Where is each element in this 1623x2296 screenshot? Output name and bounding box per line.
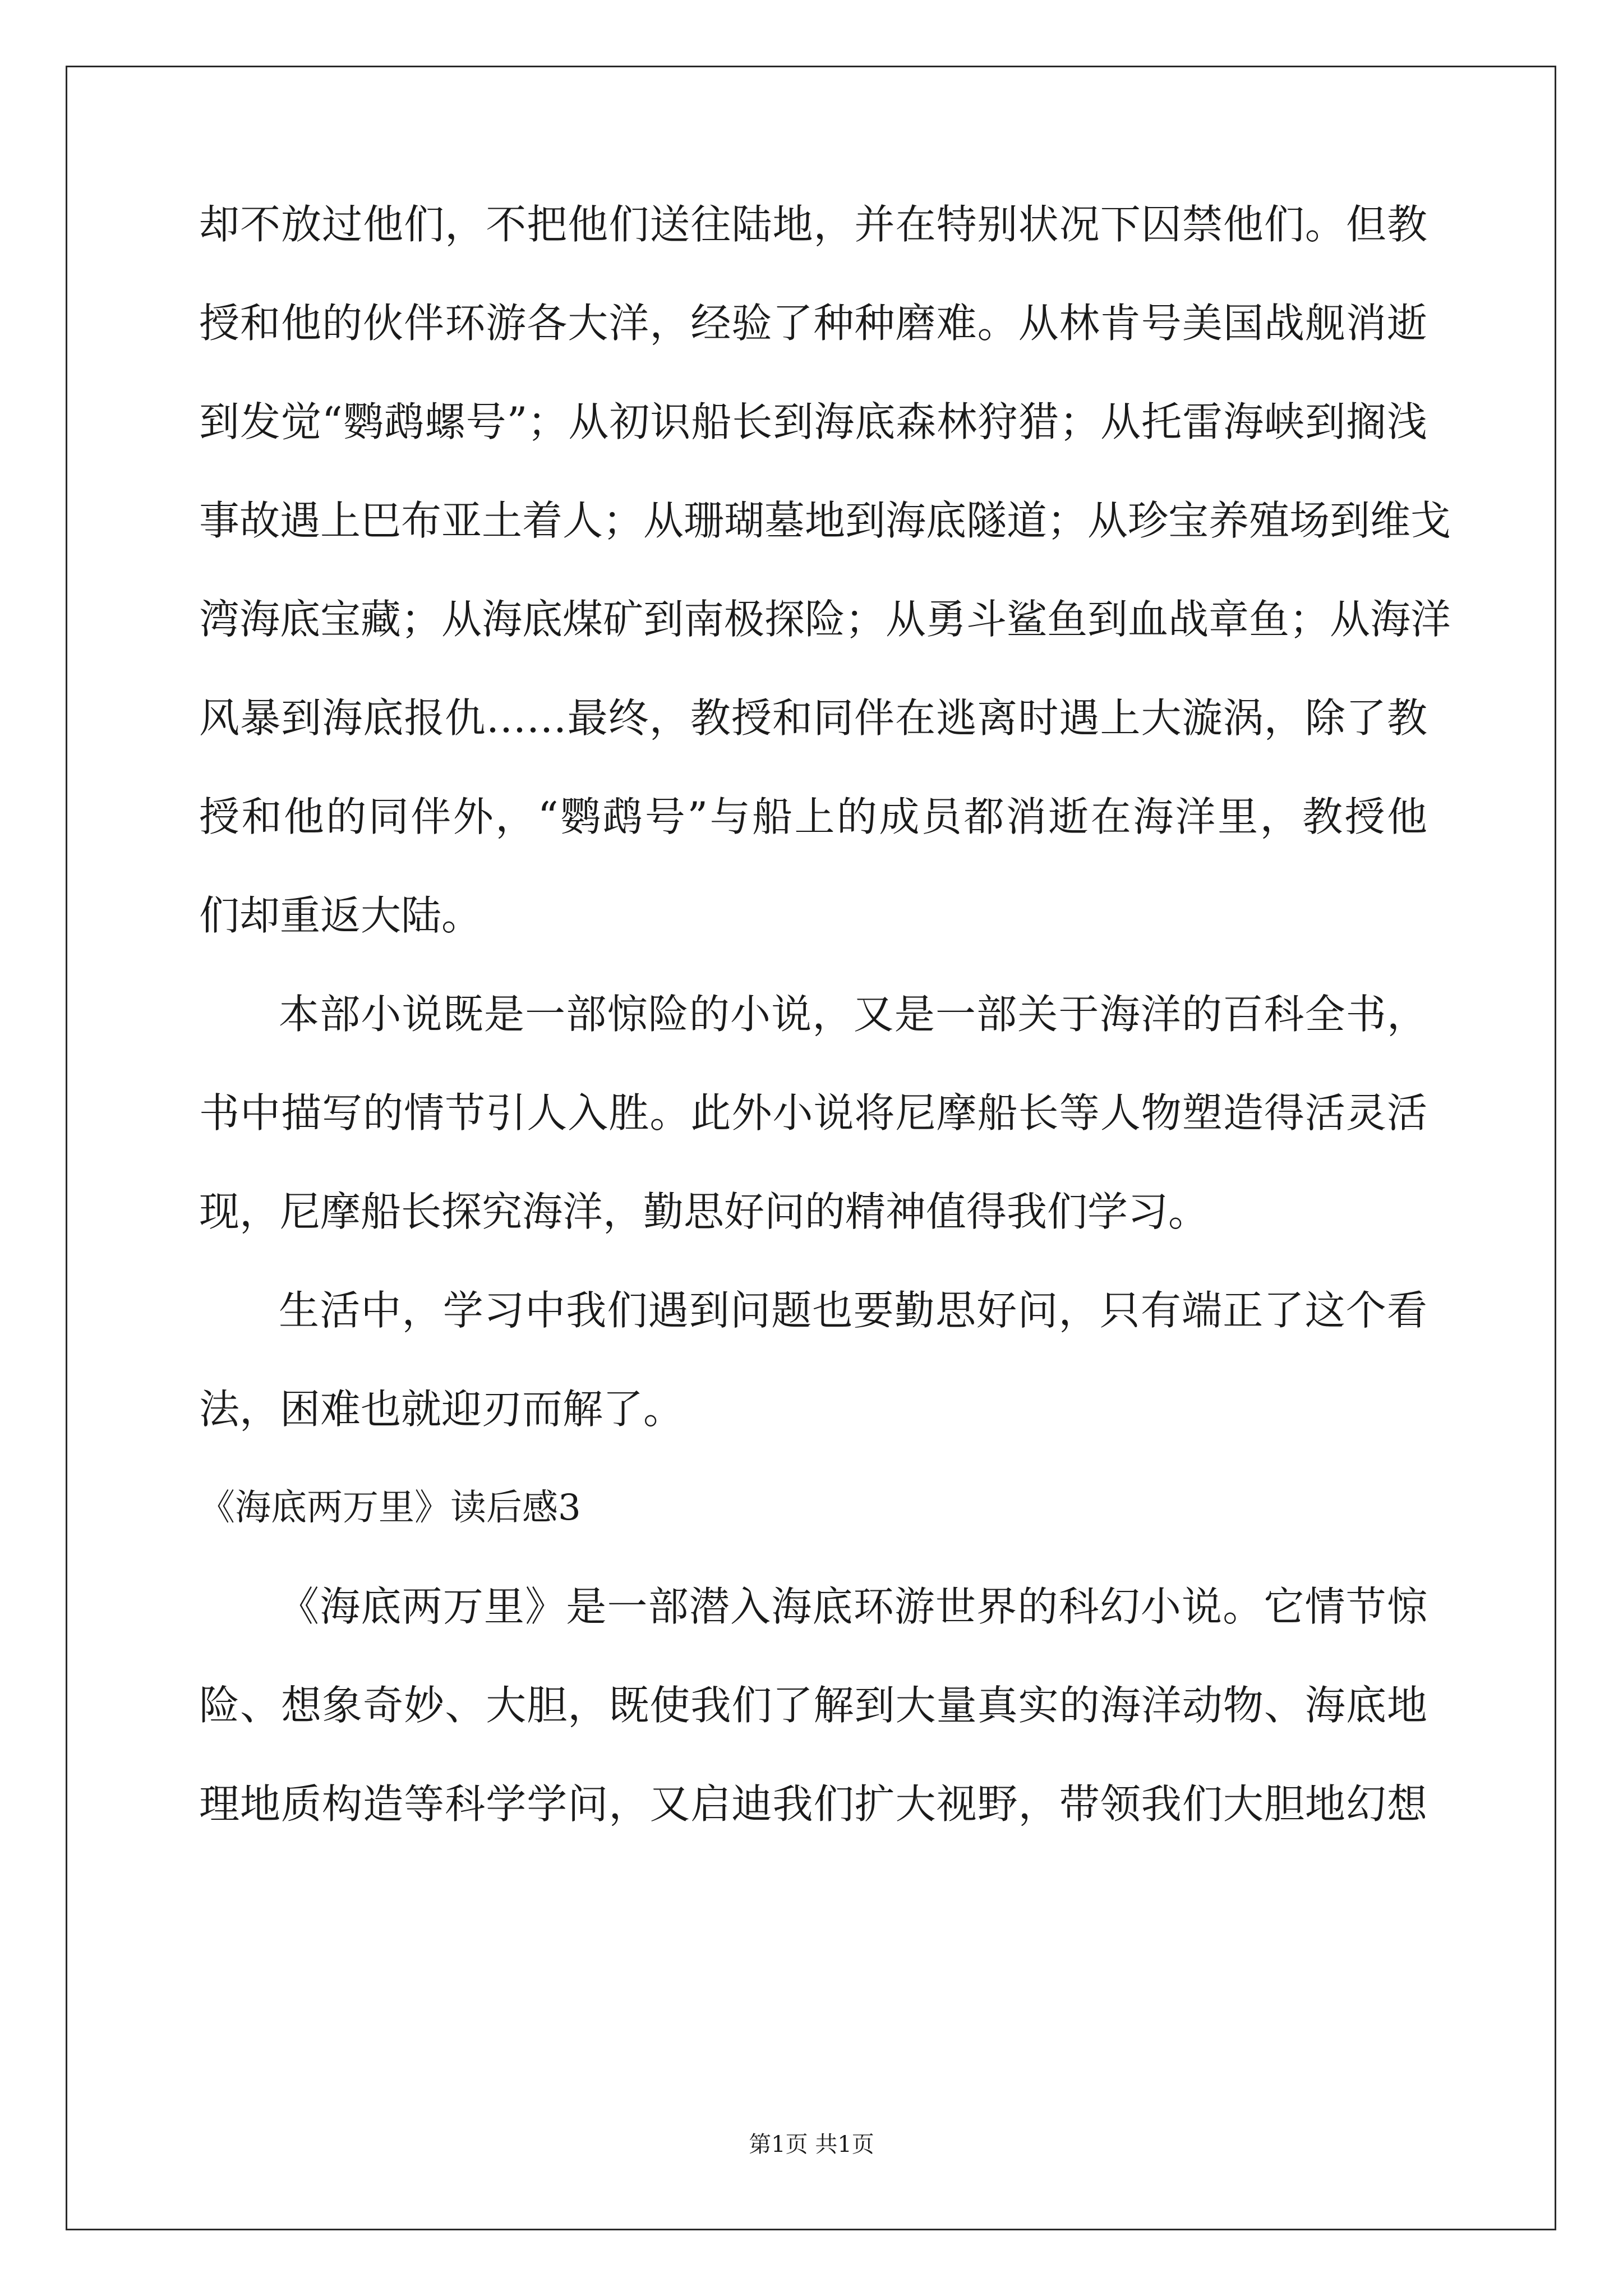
text-line: 《海底两万里》是一部潜入海底环游世界的科幻小说。它情节惊: [279, 1583, 1427, 1630]
text-line: 湾海底宝藏；从海底煤矿到南极探险；从勇斗鲨鱼到血战章鱼；从海洋: [199, 596, 1451, 643]
text-line: 法，困难也就迎刃而解了。: [199, 1386, 684, 1433]
text-line: 书中描写的情节引人入胜。此外小说将尼摩船长等人物塑造得活灵活: [199, 1089, 1427, 1137]
text-line: 却不放过他们，不把他们送往陆地，并在特别状况下囚禁他们。但教: [199, 201, 1427, 248]
text-line: 风暴到海底报仇……最终，教授和同伴在逃离时遇上大漩涡，除了教: [199, 694, 1427, 742]
text-line: 险、想象奇妙、大胆，既使我们了解到大量真实的海洋动物、海底地: [199, 1682, 1427, 1729]
text-line: 理地质构造等科学学问，又启迪我们扩大视野，带领我们大胆地幻想: [199, 1780, 1427, 1828]
text-line: 授和他的同伴外，“鹦鹉号”与船上的成员都消逝在海洋里，教授他: [199, 793, 1427, 840]
page-border: [66, 66, 1556, 2230]
text-line: 到发觉“鹦鹉螺号”；从初识船长到海底森林狩猎；从托雷海峡到搁浅: [199, 398, 1427, 445]
text-line: 授和他的伙伴环游各大洋，经验了种种磨难。从林肯号美国战舰消逝: [199, 300, 1427, 347]
text-line: 们却重返大陆。: [199, 892, 482, 939]
text-line: 现，尼摩船长探究海洋，勤思好问的精神值得我们学习。: [199, 1188, 1209, 1235]
text-line: 事故遇上巴布亚土着人；从珊瑚墓地到海底隧道；从珍宝养殖场到维戈: [199, 497, 1451, 544]
page-number-footer: 第1页 共1页: [749, 2132, 874, 2157]
section-heading: 《海底两万里》读后感3: [199, 1487, 581, 1529]
text-line: 本部小说既是一部惊险的小说，又是一部关于海洋的百科全书，: [279, 991, 1427, 1038]
text-line: 生活中，学习中我们遇到问题也要勤思好问，只有端正了这个看: [279, 1287, 1427, 1334]
